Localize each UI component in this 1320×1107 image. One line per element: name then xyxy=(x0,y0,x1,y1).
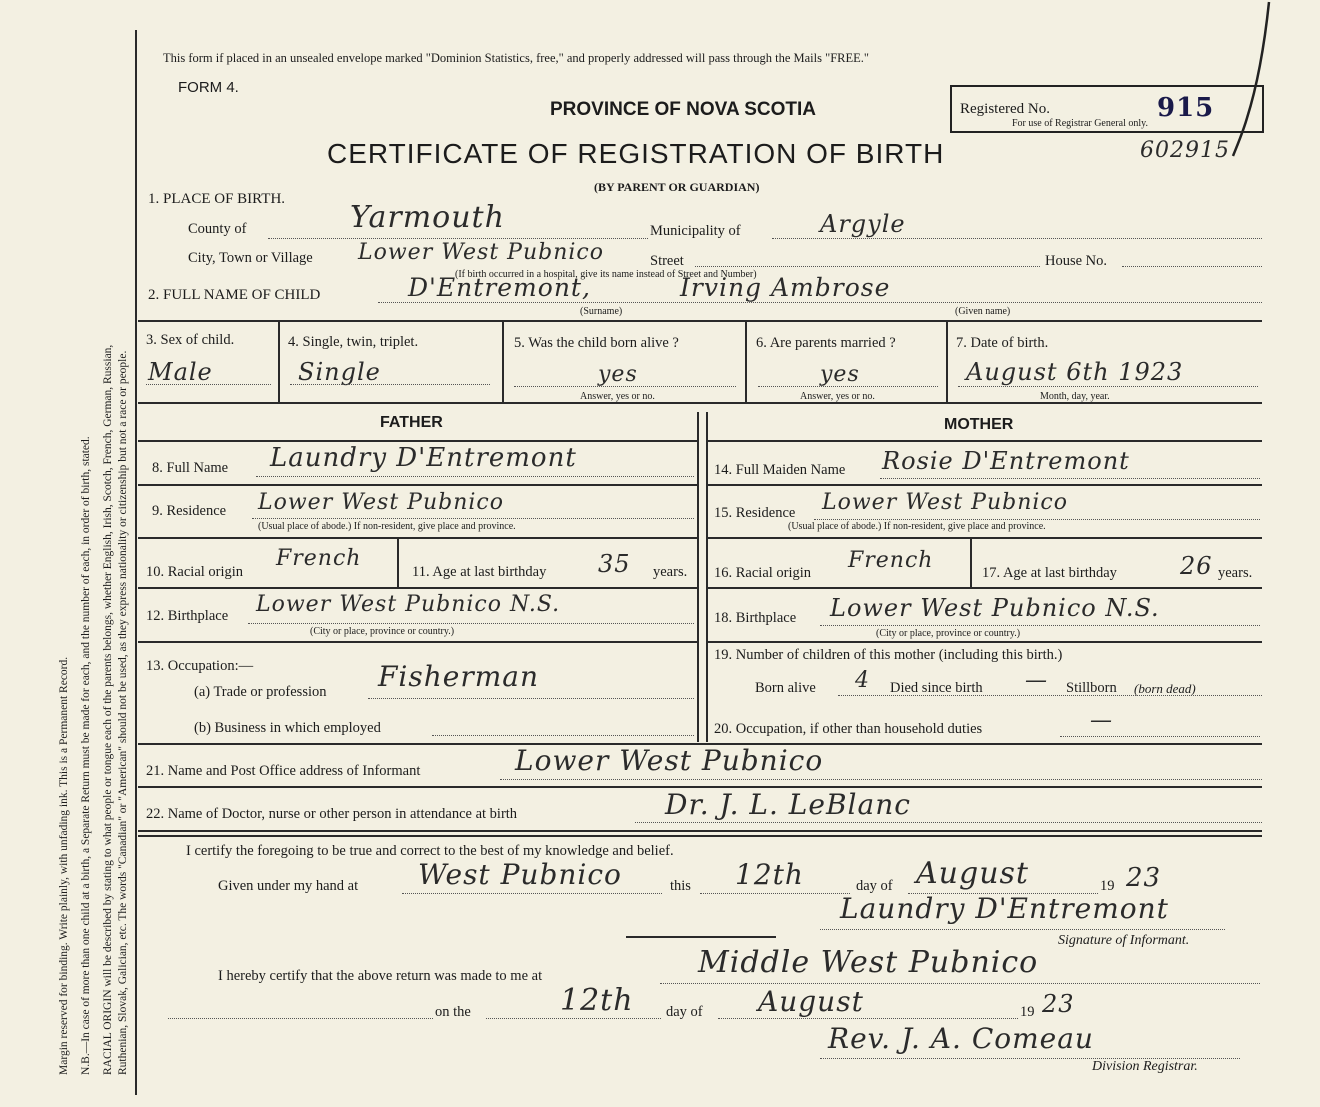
informant-label: 21. Name and Post Office address of Informant xyxy=(146,763,421,779)
date-of-birth-note: Month, day, year. xyxy=(1040,391,1110,402)
doctor-value: Dr. J. L. LeBlanc xyxy=(665,788,911,821)
page-subtitle: (BY PARENT OR GUARDIAN) xyxy=(594,180,760,194)
margin-racial-note-2: Ruthenian, Slovak, Galician, etc. The words "Canadian" or "American" should not be used, as they express nationality or citizenship but not a race or people. xyxy=(117,350,129,1075)
plurality-value: Single xyxy=(298,358,381,386)
mother-occupation-value: — xyxy=(1090,708,1113,733)
mother-residence-label: 15. Residence xyxy=(714,505,796,521)
father-birthplace-value: Lower West Pubnico N.S. xyxy=(256,592,561,617)
child-name-label: 2. FULL NAME OF CHILD xyxy=(148,287,321,303)
province-heading: PROVINCE OF NOVA SCOTIA xyxy=(550,99,817,120)
father-age-value: 35 xyxy=(598,550,631,578)
mother-occupation-label: 20. Occupation, if other than household duties xyxy=(714,721,983,737)
place-of-birth-heading: 1. PLACE OF BIRTH. xyxy=(148,191,286,207)
mother-age-value: 26 xyxy=(1180,552,1213,580)
mother-name-value: Rosie D'Entremont xyxy=(882,447,1130,475)
given-month-value: August xyxy=(916,856,1029,891)
municipality-label: Municipality of xyxy=(650,223,741,239)
margin-racial-note-1: RACIAL ORIGIN will be described by stating to what people or tongue each of the parents belongs, whether English, Irish, Scotch, French, German, Russian, xyxy=(102,344,114,1075)
given-day-of-label: day of xyxy=(856,878,893,894)
stillborn-note: (born dead) xyxy=(1134,681,1196,696)
return-day-value: 12th xyxy=(560,983,634,1018)
date-of-birth-value: August 6th 1923 xyxy=(966,358,1184,386)
registered-number-note: For use of Registrar General only. xyxy=(1012,118,1148,129)
died-since-birth-label: Died since birth xyxy=(890,680,983,696)
given-place-value: West Pubnico xyxy=(418,858,622,891)
given-under-hand-label: Given under my hand at xyxy=(218,878,359,894)
county-value: Yarmouth xyxy=(350,200,505,235)
municipality-value: Argyle xyxy=(820,210,906,238)
return-place-value: Middle West Pubnico xyxy=(698,945,1039,980)
city-value: Lower West Pubnico xyxy=(358,240,605,265)
hospital-note: (If birth occurred in a hospital, give its name instead of Street and Number) xyxy=(455,269,757,280)
given-year-value: 23 xyxy=(1126,863,1162,893)
on-the-label: on the xyxy=(435,1004,471,1020)
division-registrar-label: Division Registrar. xyxy=(1092,1059,1198,1074)
father-heading: FATHER xyxy=(380,414,443,431)
child-surname-value: D'Entremont, xyxy=(408,273,591,302)
sex-value: Male xyxy=(148,358,213,386)
mother-residence-note: (Usual place of abode.) If non-resident, give place and province. xyxy=(788,521,1046,532)
mother-name-label: 14. Full Maiden Name xyxy=(714,462,846,478)
father-name-value: Laundry D'Entremont xyxy=(270,443,577,473)
mother-residence-value: Lower West Pubnico xyxy=(822,490,1069,515)
stillborn-label: Stillborn xyxy=(1066,680,1117,696)
informant-value: Lower West Pubnico xyxy=(515,744,824,777)
father-racial-origin-label: 10. Racial origin xyxy=(146,564,244,580)
father-residence-note: (Usual place of abode.) If non-resident, give place and province. xyxy=(258,521,516,532)
died-since-birth-value: — xyxy=(1025,668,1048,693)
return-month-value: August xyxy=(758,985,864,1018)
trade-label: (a) Trade or profession xyxy=(194,684,327,700)
parents-married-label: 6. Are parents married ? xyxy=(756,335,896,351)
return-made-label: I hereby certify that the above return was made to me at xyxy=(218,968,543,984)
mother-age-label: 17. Age at last birthday xyxy=(982,565,1117,581)
born-alive-count-label: Born alive xyxy=(755,680,816,696)
this-label: this xyxy=(670,878,691,894)
given-name-note: (Given name) xyxy=(955,306,1011,317)
return-day-of-label: day of xyxy=(666,1004,703,1020)
trade-value: Fisherman xyxy=(378,660,540,693)
margin-binding-note: Margin reserved for binding. Write plainly, with unfading ink. This is a Permanent Record. xyxy=(58,656,70,1075)
born-alive-value: yes xyxy=(598,362,638,387)
registered-number-value: 915 xyxy=(1157,93,1215,123)
father-residence-value: Lower West Pubnico xyxy=(258,490,505,515)
registered-number-box xyxy=(950,85,1264,133)
children-count-label: 19. Number of children of this mother (including this birth.) xyxy=(714,647,1063,663)
mother-birthplace-value: Lower West Pubnico N.S. xyxy=(830,594,1160,622)
doctor-label: 22. Name of Doctor, nurse or other person in attendance at birth xyxy=(146,806,518,822)
father-residence-label: 9. Residence xyxy=(152,503,227,519)
informant-signature-label: Signature of Informant. xyxy=(1058,933,1190,948)
date-of-birth-label: 7. Date of birth. xyxy=(956,335,1049,351)
registrar-signature: Rev. J. A. Comeau xyxy=(828,1022,1094,1055)
father-age-unit: years. xyxy=(653,564,688,580)
mother-racial-origin-label: 16. Racial origin xyxy=(714,565,812,581)
county-label: County of xyxy=(188,221,247,237)
mother-birthplace-label: 18. Birthplace xyxy=(714,610,797,626)
parents-married-value: yes xyxy=(820,362,860,387)
born-alive-label: 5. Was the child born alive ? xyxy=(514,335,679,351)
registered-number-label: Registered No. xyxy=(960,101,1050,117)
return-year-prefix: 19 xyxy=(1020,1004,1035,1020)
certify-statement: I certify the foregoing to be true and correct to the best of my knowledge and belief. xyxy=(186,843,674,859)
child-given-name-value: Irving Ambrose xyxy=(680,273,891,302)
given-day-value: 12th xyxy=(735,858,804,891)
mail-note: This form if placed in an unsealed envelope marked "Dominion Statistics, free," and properly addressed will pass through the Mails "FREE." xyxy=(163,51,870,65)
city-label: City, Town or Village xyxy=(188,250,313,266)
form-number: FORM 4. xyxy=(178,79,239,96)
answer-note-5: Answer, yes or no. xyxy=(580,391,655,402)
margin-rule xyxy=(135,30,137,1095)
father-birthplace-label: 12. Birthplace xyxy=(146,608,229,624)
answer-note-6: Answer, yes or no. xyxy=(800,391,875,402)
plurality-label: 4. Single, twin, triplet. xyxy=(288,334,419,350)
page-title: CERTIFICATE OF REGISTRATION OF BIRTH xyxy=(327,138,945,169)
sex-label: 3. Sex of child. xyxy=(146,332,235,348)
house-number-label: House No. xyxy=(1045,253,1108,269)
pen-stroke-mark xyxy=(1225,0,1275,160)
born-alive-count-value: 4 xyxy=(855,668,870,693)
informant-signature: Laundry D'Entremont xyxy=(840,892,1169,925)
mother-heading: MOTHER xyxy=(944,416,1014,433)
given-year-prefix: 19 xyxy=(1100,878,1115,894)
father-birthplace-note: (City or place, province or country.) xyxy=(310,626,455,637)
margin-nb-note: N.B.—In case of more than one child at a birth, a Separate Return must be made for each, and the number of each, in order of birth, stated. xyxy=(80,436,92,1075)
occupation-label: 13. Occupation:— xyxy=(146,658,254,674)
street-label: Street xyxy=(650,253,684,269)
business-label: (b) Business in which employed xyxy=(194,720,381,736)
return-year-value: 23 xyxy=(1042,990,1075,1018)
margin-registration-number: 602915 xyxy=(1140,138,1230,163)
mother-age-unit: years. xyxy=(1218,565,1253,581)
surname-note: (Surname) xyxy=(580,306,623,317)
mother-birthplace-note: (City or place, province or country.) xyxy=(876,628,1021,639)
father-racial-origin-value: French xyxy=(276,546,362,571)
father-name-label: 8. Full Name xyxy=(152,460,229,476)
father-age-label: 11. Age at last birthday xyxy=(412,564,547,580)
mother-racial-origin-value: French xyxy=(848,548,934,573)
